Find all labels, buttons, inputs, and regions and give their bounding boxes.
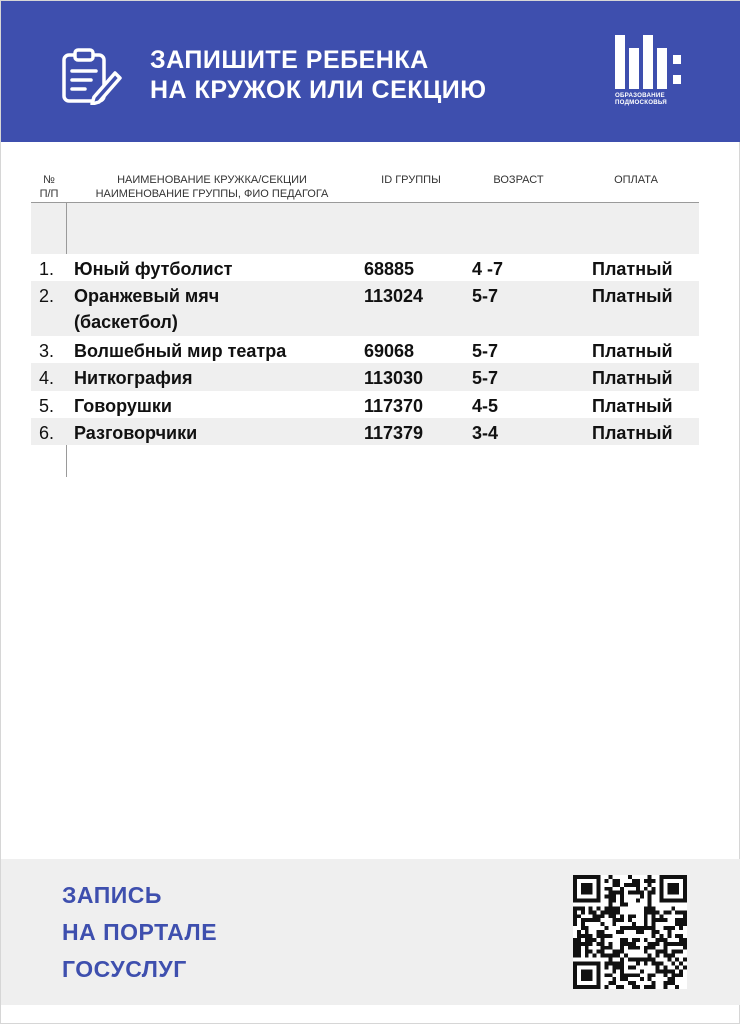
row-payment: Платный <box>592 396 673 416</box>
row-group-id: 117379 <box>364 423 424 443</box>
groups-table <box>31 169 699 445</box>
row-number: 4. <box>39 368 55 388</box>
row-payment: Платный <box>592 341 673 361</box>
logo <box>613 35 685 111</box>
row-age: 3-4 <box>472 423 499 443</box>
header-age: ВОЗРАСТ <box>493 174 544 186</box>
qr-code-icon[interactable] <box>573 875 687 989</box>
row-group-id: 117370 <box>364 396 424 416</box>
header-payment: ОПЛАТА <box>614 174 658 186</box>
table-row <box>31 254 699 281</box>
row-group-id: 69068 <box>364 341 415 361</box>
row-number: 6. <box>39 423 55 443</box>
row-number: 2. <box>39 286 55 306</box>
row-age: 5-7 <box>472 341 499 361</box>
row-age: 4 -7 <box>472 259 504 279</box>
row-age: 4-5 <box>472 396 499 416</box>
page-title <box>150 45 487 105</box>
header-number: № П/П <box>39 174 59 200</box>
row-age: 5-7 <box>472 286 499 306</box>
footer-line-2: НА ПОРТАЛЕ <box>62 919 218 945</box>
header-banner <box>1 1 740 142</box>
row-payment: Платный <box>592 368 673 388</box>
row-payment: Платный <box>592 259 673 279</box>
table-row <box>31 336 699 363</box>
row-name: Разговорчики <box>74 423 198 443</box>
logo-mark-icon <box>615 35 685 89</box>
row-name: Ниткография <box>74 368 193 388</box>
row-payment: Платный <box>592 286 673 306</box>
header-name: НАИМЕНОВАНИЕ КРУЖКА/СЕКЦИИ НАИМЕНОВАНИЕ ГРУППЫ, ФИО ПЕДАГОГА <box>95 174 329 200</box>
footer-caption <box>62 877 217 988</box>
table-row <box>31 391 699 418</box>
clipboard-pencil-icon <box>61 47 123 105</box>
row-number: 1. <box>39 259 55 279</box>
row-group-id: 113030 <box>364 368 424 388</box>
empty-row <box>31 203 699 254</box>
row-number: 5. <box>39 396 55 416</box>
row-group-id: 113024 <box>364 286 424 306</box>
footer-banner <box>1 859 740 1005</box>
title-line-2: НА КРУЖОК ИЛИ СЕКЦИЮ <box>150 76 487 104</box>
logo-text: ОБРАЗОВАНИЕ ПОДМОСКОВЬЯ <box>615 92 667 106</box>
header-group-id: ID ГРУППЫ <box>381 174 441 186</box>
row-name: Волшебный мир театра <box>74 341 287 361</box>
table-row <box>31 281 699 336</box>
row-payment: Платный <box>592 423 673 443</box>
row-name: Говорушки <box>74 396 172 416</box>
footer-line-1: ЗАПИСЬ <box>62 882 162 908</box>
table-row <box>31 363 699 391</box>
row-number: 3. <box>39 341 55 361</box>
row-name: Оранжевый мяч (баскетбол) <box>74 286 220 332</box>
row-group-id: 68885 <box>364 259 415 279</box>
row-age: 5-7 <box>472 368 499 388</box>
footer-line-3: ГОСУСЛУГ <box>62 956 187 982</box>
title-line-1: ЗАПИШИТЕ РЕБЕНКА <box>150 46 429 74</box>
row-name: Юный футболист <box>74 259 233 279</box>
table-header <box>31 169 699 203</box>
table-row <box>31 418 699 445</box>
